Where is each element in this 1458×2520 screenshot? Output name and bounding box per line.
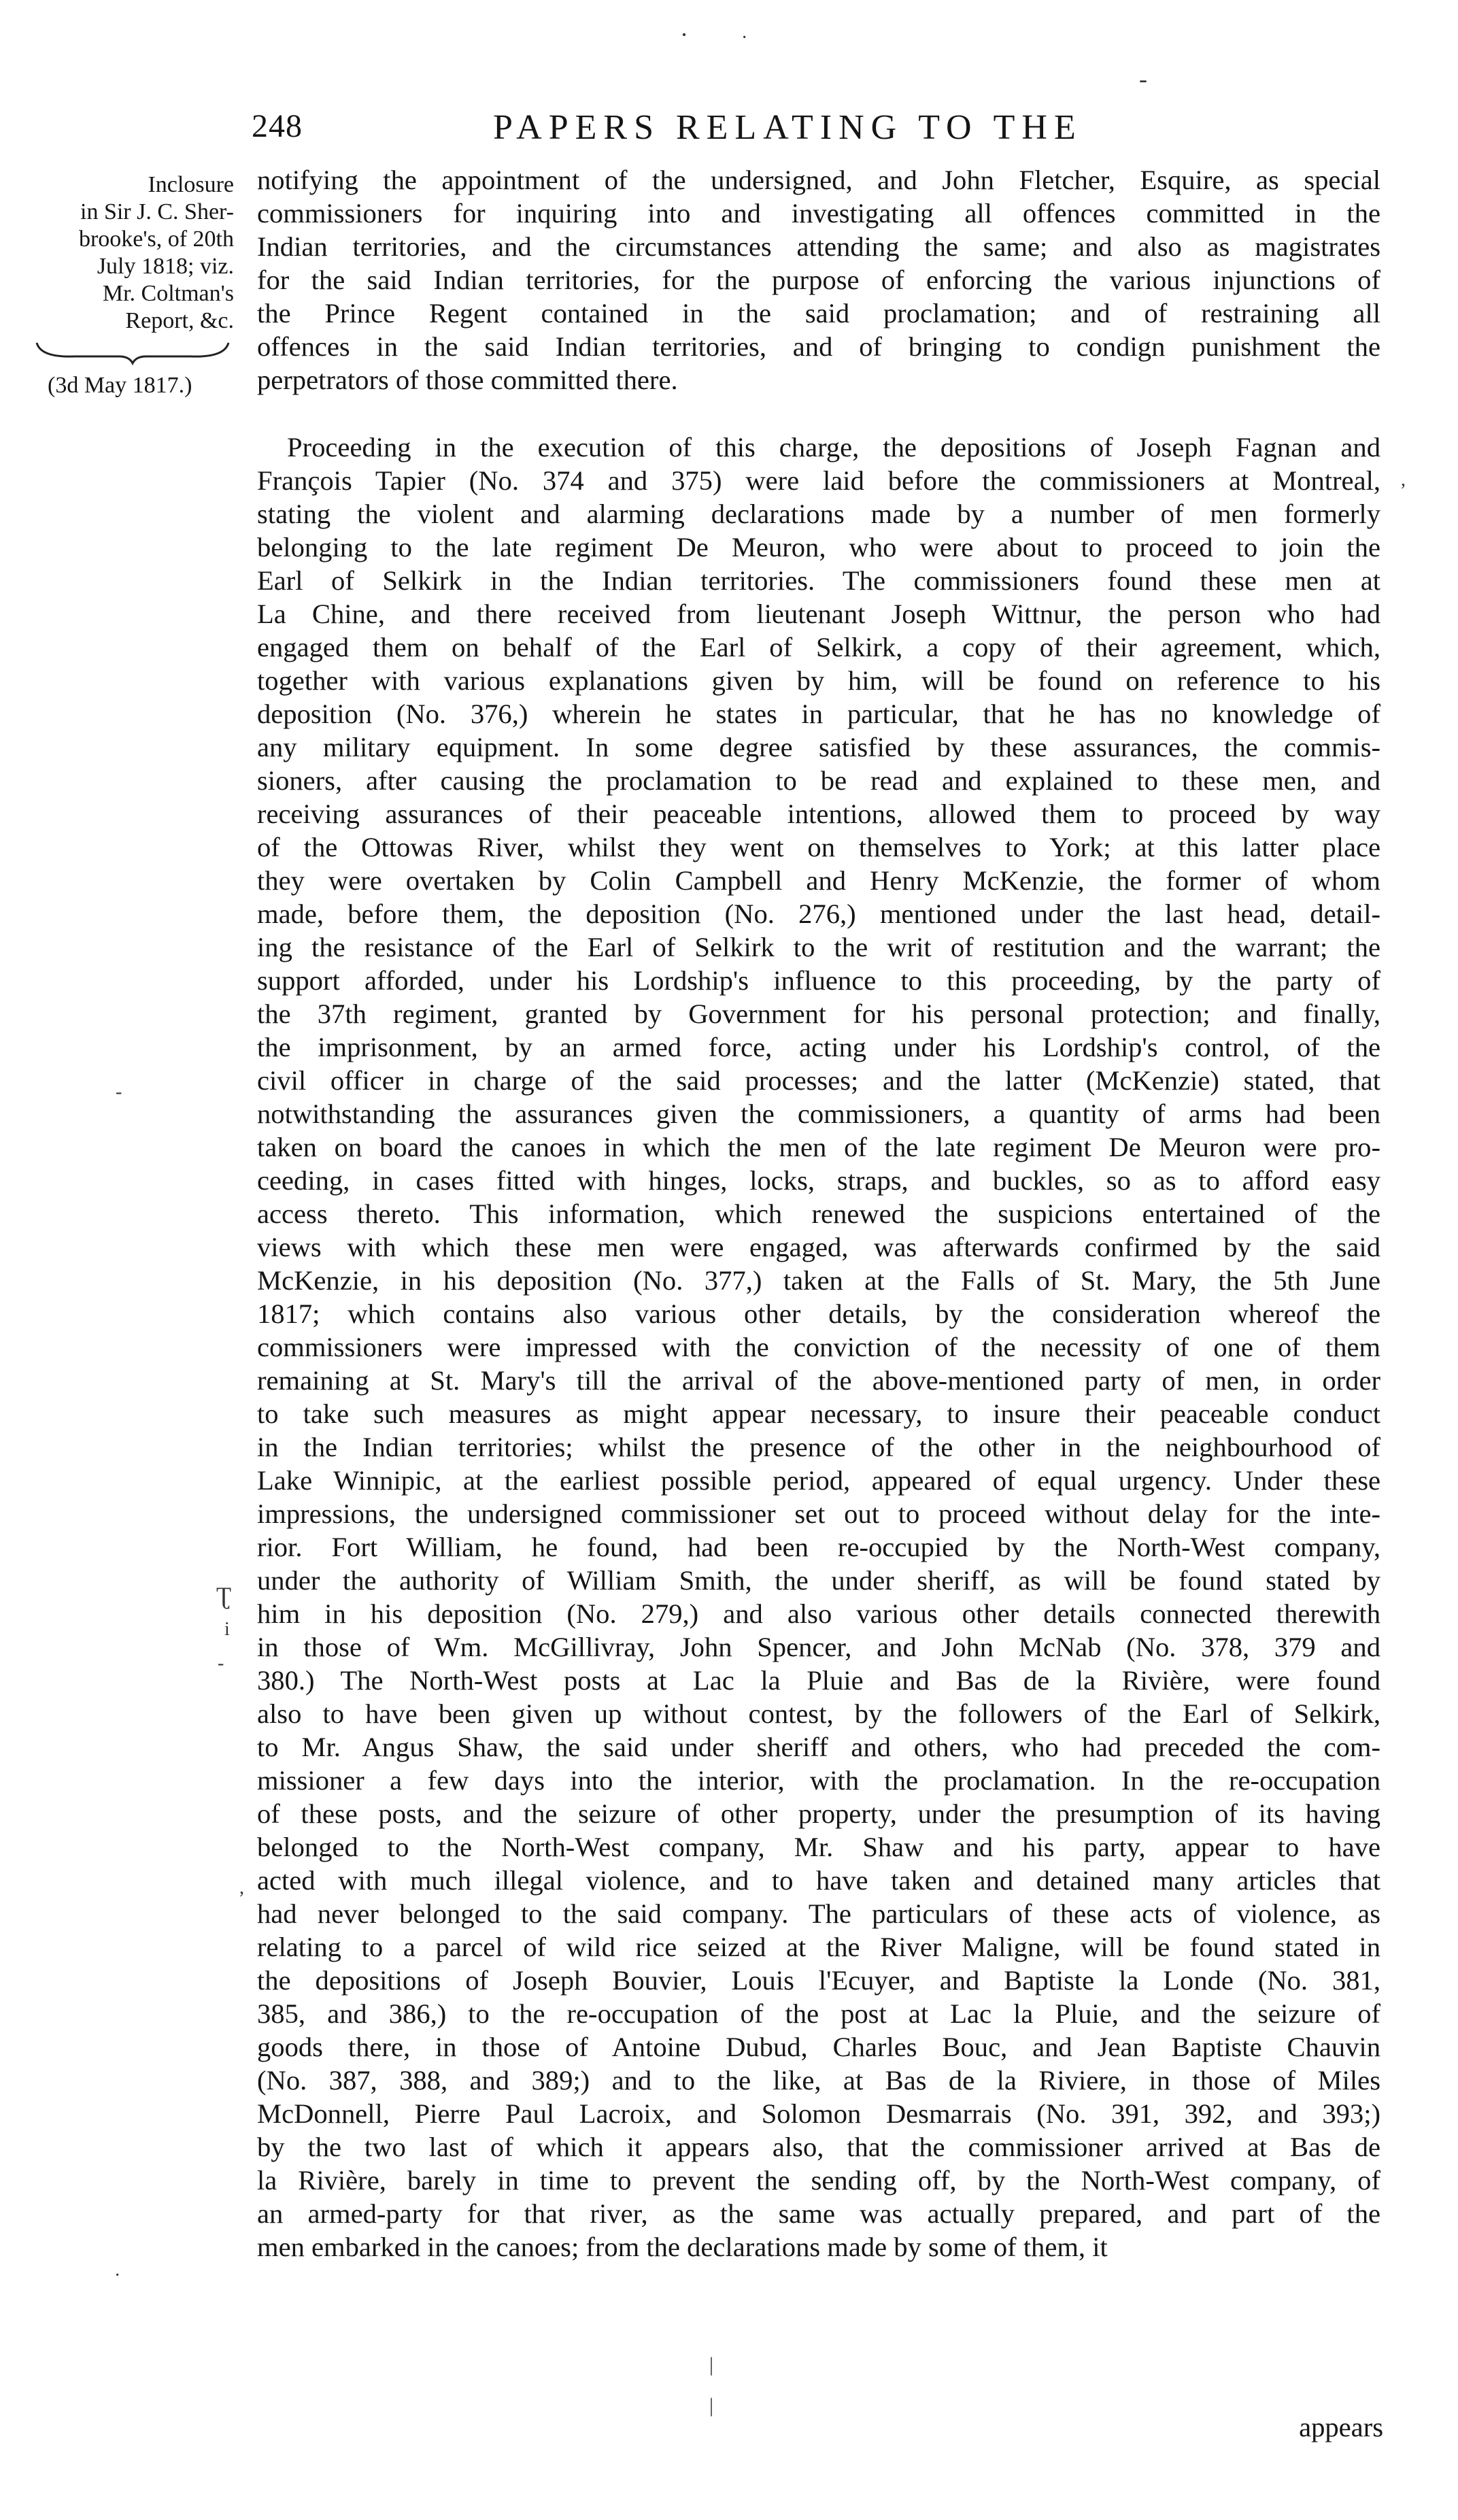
text-line: rior. Fort William, he found, had been re-occupied by the North-West company, [257,1532,1380,1562]
text-line: La Chine, and there received from lieutenant Joseph Wittnur, the person who had [257,599,1380,629]
text-line: they were overtaken by Colin Campbell and Henry McKenzie, the former of whom [257,865,1380,896]
text-line: deposition (No. 376,) wherein he states in particular, that he has no knowledge of [257,699,1380,729]
margin-note-line: Report, &c. [125,308,234,333]
text-line: remaining at St. Mary's till the arrival of the above-mentioned party of men, in order [257,1365,1380,1396]
text-line: to take such measures as might appear necessary, to insure their peaceable conduct [257,1398,1380,1429]
scan-speck: · [114,2265,121,2286]
text-line: notwithstanding the assurances given the commissioners, a quantity of arms had been [257,1098,1380,1129]
text-line: support afforded, under his Lordship's influence to this proceeding, by the party of [257,965,1380,996]
scan-speck: - [218,1653,224,1674]
text-line: to Mr. Angus Shaw, the said under sheriff and others, who had preceded the com- [257,1732,1380,1762]
text-line: Proceeding in the execution of this charge, the depositions of Joseph Fagnan and [287,432,1380,463]
margin-brace [34,339,231,366]
text-line: belonged to the North-West company, Mr. Shaw and his party, appear to have [257,1832,1380,1862]
text-line: commissioners for inquiring into and investigating all offences committed in the [257,198,1380,229]
margin-note [30,171,234,335]
text-line: any military equipment. In some degree satisfied by these assurances, the commis- [257,732,1380,762]
text-line: of these posts, and the seizure of other property, under the presumption of its having [257,1798,1380,1829]
catchword: appears [1299,2412,1383,2442]
text-line: civil officer in charge of the said processes; and the latter (McKenzie) stated, that [257,1065,1380,1096]
text-line: Earl of Selkirk in the Indian territories. The commissioners found these men at [257,565,1380,596]
scan-speck: - [1139,65,1147,93]
text-line: of the Ottowas River, whilst they went on themselves to York; at this latter place [257,832,1380,862]
text-line: goods there, in those of Antoine Dubud, Charles Bouc, and Jean Baptiste Chauvin [257,2032,1380,2062]
text-line: missioner a few days into the interior, with the proclamation. In the re-occupation [257,1765,1380,1796]
text-line: him in his deposition (No. 279,) and also various other details connected therewith [257,1598,1380,1629]
scan-speck: · [741,27,748,48]
text-line: access thereto. This information, which renewed the suspicions entertained of the [257,1198,1380,1229]
running-title: PAPERS RELATING TO THE [493,108,1083,147]
text-line: ing the resistance of the Earl of Selkirk to the writ of restitution and the warrant; the [257,932,1380,962]
text-line: relating to a parcel of wild rice seized at the River Maligne, will be found stated in [257,1932,1380,1962]
text-line: impressions, the undersigned commissioner set out to proceed without delay for the inte- [257,1498,1380,1529]
text-line: had never belonged to the said company. The particulars of these acts of violence, as [257,1898,1380,1929]
text-line: together with various explanations given by him, will be found on reference to his [257,665,1380,696]
scan-speck: Ʈ [216,1582,231,1609]
text-line: notifying the appointment of the undersigned, and John Fletcher, Esquire, as special [257,165,1380,195]
paragraph-1 [257,163,1380,397]
text-line: the 37th regiment, granted by Government for his personal protection; and finally, [257,998,1380,1029]
text-line: engaged them on behalf of the Earl of Selkirk, a copy of their agreement, which, [257,632,1380,662]
margin-date: (3d May 1817.) [48,373,192,398]
text-line: Lake Winnipic, at the earliest possible period, appeared of equal urgency. Under these [257,1465,1380,1496]
text-line: McKenzie, in his deposition (No. 377,) taken at the Falls of St. Mary, the 5th June [257,1265,1380,1296]
scan-speck: | [709,2394,714,2417]
text-line: acted with much illegal violence, and to have taken and detained many articles that [257,1865,1380,1896]
text-line: stating the violent and alarming declarations made by a number of men formerly [257,499,1380,529]
text-line: views with which these men were engaged, was afterwards confirmed by the said [257,1232,1380,1262]
page-header [252,107,1380,155]
text-line: offences in the said Indian territories, and of bringing to condign punishment the [257,331,1380,362]
margin-note-line: Inclosure [148,172,234,197]
text-line: McDonnell, Pierre Paul Lacroix, and Solomon Desmarrais (No. 391, 392, and 393;) [257,2098,1380,2129]
text-line: 1817; which contains also various other details, by the consideration whereof the [257,1298,1380,1329]
text-line: sioners, after causing the proclamation to be read and explained to these men, and [257,765,1380,796]
text-line: the Prince Regent contained in the said proclamation; and of restraining all [257,298,1380,329]
body-text [257,163,1380,2264]
page-number: 248 [252,108,303,144]
text-line: an armed-party for that river, as the same was actually prepared, and part of the [257,2198,1380,2229]
scan-speck: · [680,21,688,48]
text-line: Indian territories, and the circumstances attending the same; and also as magistrates [257,231,1380,262]
text-line: la Rivière, barely in time to prevent the sending off, by the North-West company, of [257,2165,1380,2196]
text-line: also to have been given up without contest, by the followers of the Earl of Selkirk, [257,1698,1380,1729]
paragraph-2 [257,431,1380,2264]
margin-note-line: brooke's, of 20th [78,226,234,252]
text-line: taken on board the canoes in which the men of the late regiment De Meuron were pro- [257,1132,1380,1162]
text-line: François Tapier (No. 374 and 375) were laid before the commissioners at Montreal, [257,465,1380,496]
margin-note-line: Mr. Coltman's [102,281,234,306]
text-line: men embarked in the canoes; from the declarations made by some of them, it [257,2232,1108,2262]
text-line: receiving assurances of their peaceable intentions, allowed them to proceed by way [257,799,1380,829]
text-line: perpetrators of those committed there. [257,365,678,395]
paragraph-gap [257,397,1380,431]
text-line: 385, and 386,) to the re-occupation of the post at Lac la Pluie, and the seizure of [257,1998,1380,2029]
margin-note-line: July 1818; viz. [97,254,234,279]
scan-speck: , [1401,469,1406,490]
text-line: by the two last of which it appears also, that the commissioner arrived at Bas de [257,2132,1380,2162]
margin-note-line: in Sir J. C. Sher- [80,199,234,224]
text-line: belonging to the late regiment De Meuron, who were about to proceed to join the [257,532,1380,562]
text-line: in the Indian territories; whilst the presence of the other in the neighbourhood of [257,1432,1380,1462]
text-line: 380.) The North-West posts at Lac la Pluie and Bas de la Rivière, were found [257,1665,1380,1696]
scan-speck: i [224,1619,230,1640]
text-line: ceeding, in cases fitted with hinges, locks, straps, and buckles, so as to afford easy [257,1165,1380,1196]
scan-speck: | [709,2353,714,2376]
text-line: (No. 387, 388, and 389;) and to the like, at Bas de la Riviere, in those of Miles [257,2065,1380,2096]
text-line: the imprisonment, by an armed force, acting under his Lordship's control, of the [257,1032,1380,1062]
text-line: the depositions of Joseph Bouvier, Louis l'Ecuyer, and Baptiste la Londe (No. 381, [257,1965,1380,1996]
text-line: made, before them, the deposition (No. 276,) mentioned under the last head, detail- [257,898,1380,929]
text-line: for the said Indian territories, for the purpose of enforcing the various injunctions of [257,265,1380,295]
text-line: commissioners were impressed with the conviction of the necessity of one of them [257,1332,1380,1362]
text-line: under the authority of William Smith, the under sheriff, as will be found stated by [257,1565,1380,1596]
scan-speck: - [116,1081,122,1103]
scan-speck: , [239,1877,244,1898]
text-line: in those of Wm. McGillivray, John Spencer, and John McNab (No. 378, 379 and [257,1632,1380,1662]
